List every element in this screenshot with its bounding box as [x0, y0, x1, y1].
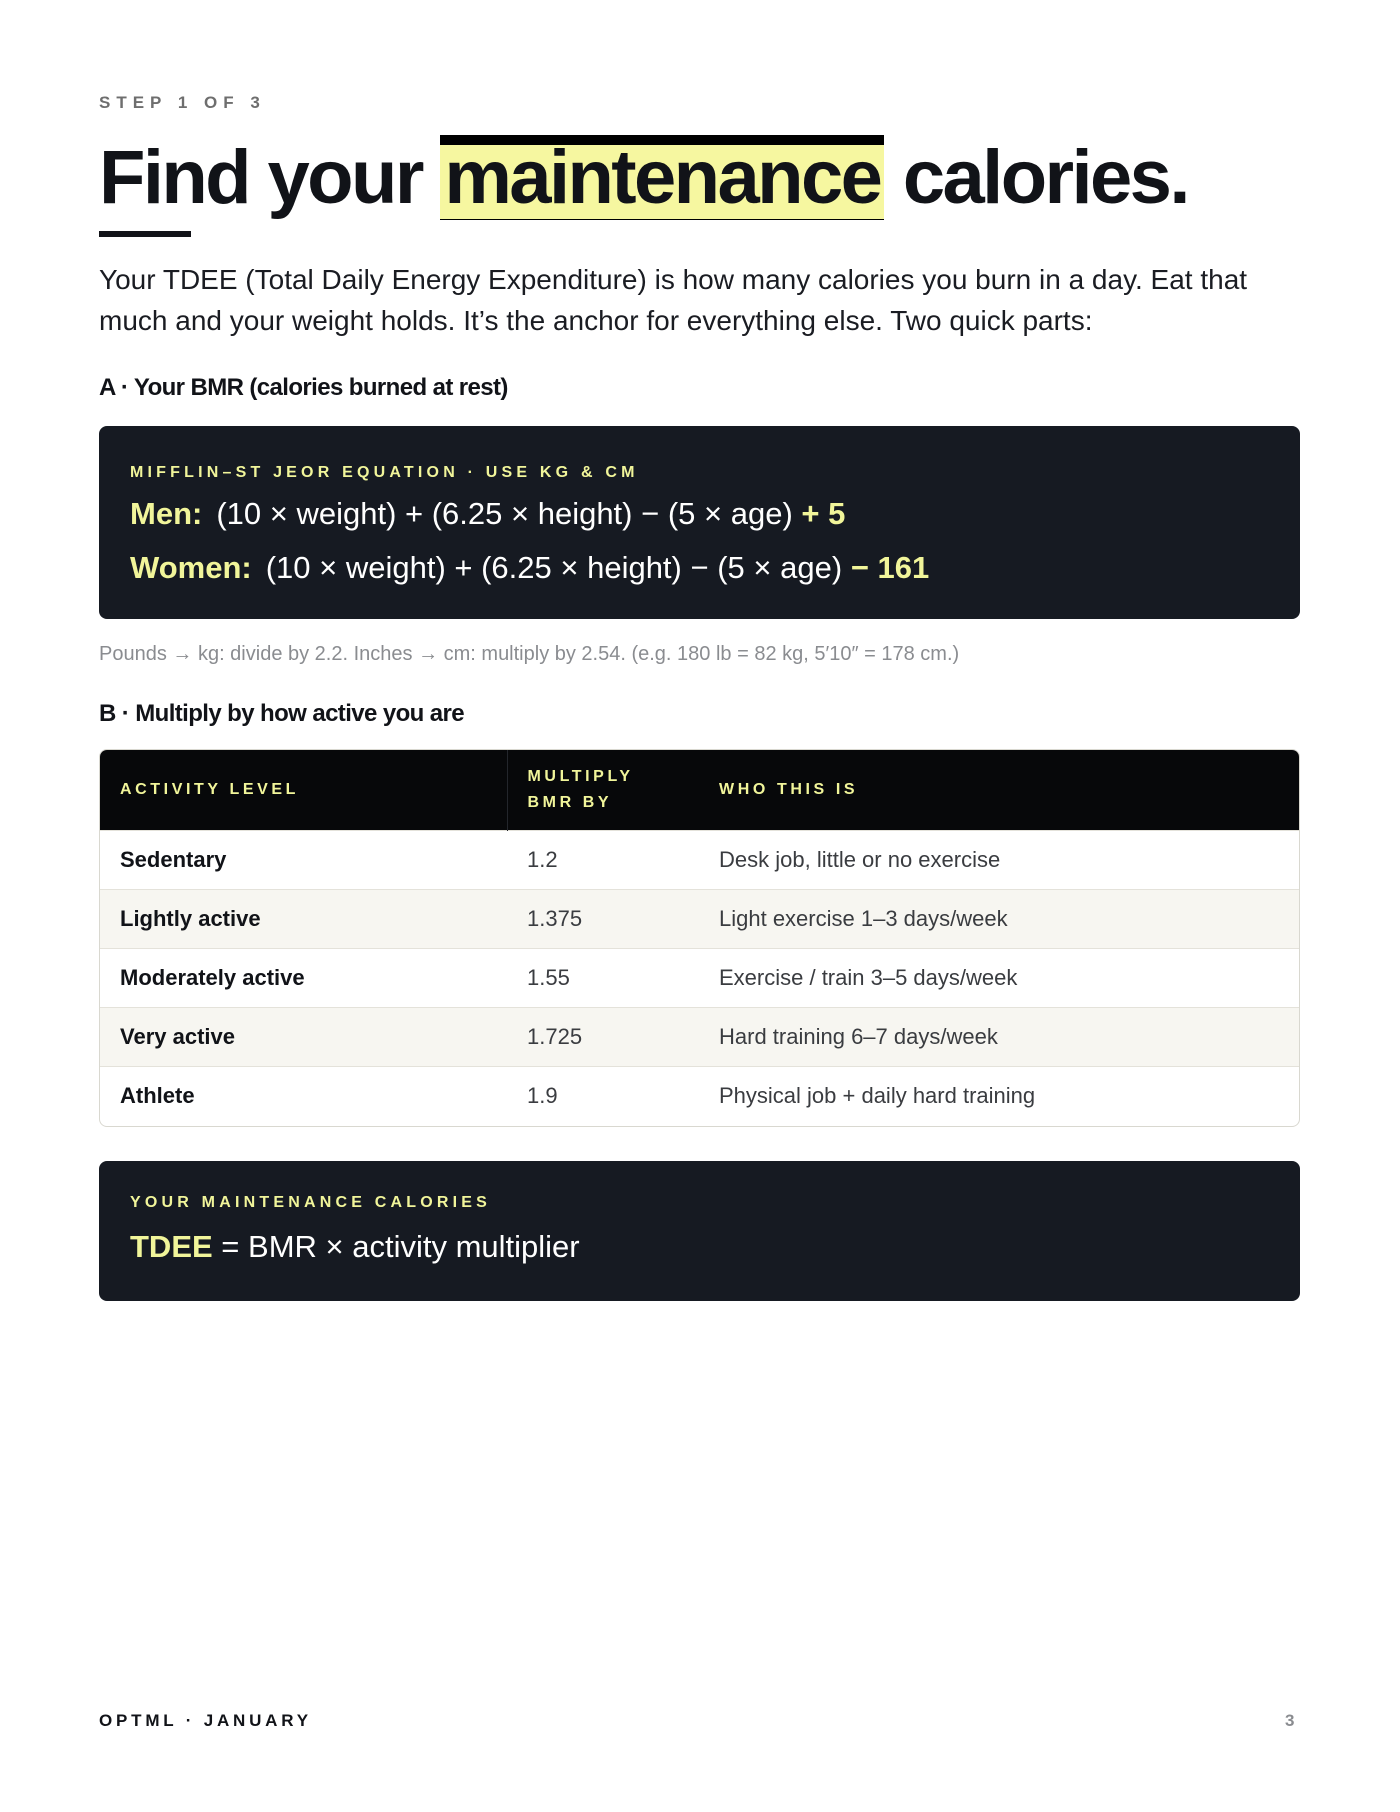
title-tail: calories. [884, 135, 1188, 220]
title-lead: Find your [99, 135, 441, 220]
header-who: WHO THIS IS [699, 750, 1299, 830]
tdee-result-card [99, 1161, 1300, 1301]
title-highlight: maintenance [440, 135, 884, 220]
tdee-term: TDEE [130, 1229, 213, 1264]
page-title [99, 132, 1188, 224]
section-b-heading: B · Multiply by how active you are [99, 700, 465, 727]
formula-men [130, 496, 845, 532]
tdee-kicker: YOUR MAINTENANCE CALORIES [130, 1194, 492, 1211]
activity-level-cell: Moderately active [100, 948, 507, 1007]
formula-women [130, 550, 929, 586]
who-cell: Desk job, little or no exercise [699, 830, 1299, 889]
table-header-row [100, 750, 1299, 830]
table-row [100, 948, 1299, 1007]
formula-women-constant: − 161 [850, 550, 930, 585]
table-row [100, 1007, 1299, 1066]
activity-table [99, 749, 1300, 1127]
tdee-expression: = BMR × activity multiplier [212, 1229, 580, 1264]
formula-women-label: Women: [130, 550, 252, 585]
header-activity-level: ACTIVITY LEVEL [100, 750, 507, 830]
page-number: 3 [1285, 1711, 1295, 1730]
formula-men-expr: (10 × weight) + (6.25 × height) − (5 × age) [216, 496, 802, 531]
footer-brand: OPTML · JANUARY [99, 1711, 312, 1730]
who-cell: Physical job + daily hard training [699, 1066, 1299, 1125]
table-row [100, 1066, 1299, 1125]
header-multiplier: MULTIPLY BMR BY [507, 750, 699, 830]
table-row [100, 830, 1299, 889]
formula-women-expr: (10 × weight) + (6.25 × height) − (5 × age) [265, 550, 851, 585]
bmr-formula-card [99, 426, 1300, 619]
multiplier-cell: 1.375 [507, 889, 699, 948]
who-cell: Hard training 6–7 days/week [699, 1007, 1299, 1066]
activity-level-cell: Sedentary [100, 830, 507, 889]
multiplier-cell: 1.2 [507, 830, 699, 889]
formula-men-label: Men: [130, 496, 203, 531]
activity-level-cell: Lightly active [100, 889, 507, 948]
conversion-note: Pounds → kg: divide by 2.2. Inches → cm: multiply by 2.54. (e.g. 180 lb = 82 kg, 5′10″ = 178 cm.) [99, 643, 960, 665]
multiplier-cell: 1.55 [507, 948, 699, 1007]
who-cell: Light exercise 1–3 days/week [699, 889, 1299, 948]
multiplier-cell: 1.9 [507, 1066, 699, 1125]
formula-men-constant: + 5 [801, 496, 846, 531]
table-row [100, 889, 1299, 948]
activity-level-cell: Very active [100, 1007, 507, 1066]
multiplier-cell: 1.725 [507, 1007, 699, 1066]
title-underline [99, 231, 191, 237]
who-cell: Exercise / train 3–5 days/week [699, 948, 1299, 1007]
tdee-equation [130, 1229, 580, 1265]
section-a-heading: A · Your BMR (calories burned at rest) [99, 374, 508, 401]
formula-kicker: MIFFLIN–ST JEOR EQUATION · USE KG & CM [130, 464, 639, 481]
activity-level-cell: Athlete [100, 1066, 507, 1125]
intro-paragraph: Your TDEE (Total Daily Energy Expenditure) is how many calories you burn in a day. Eat that much and your weight holds. It’s the anchor for everything else. Two quick parts: [99, 264, 1248, 336]
step-indicator: STEP 1 OF 3 [99, 93, 266, 112]
